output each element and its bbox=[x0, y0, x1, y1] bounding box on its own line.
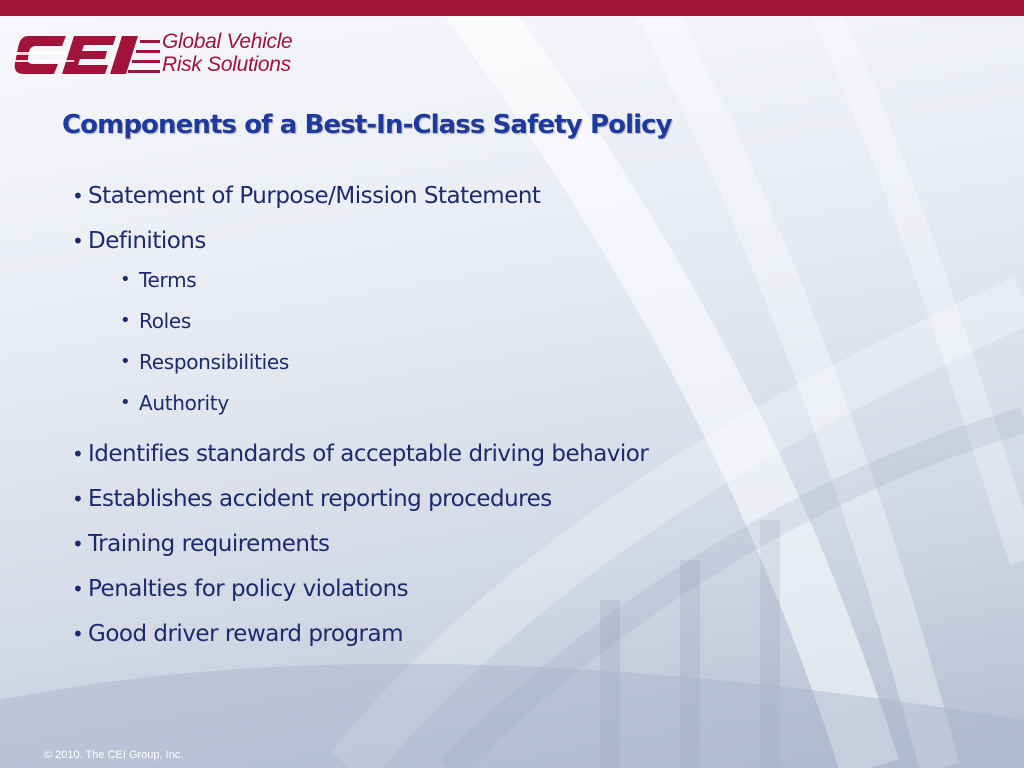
bullet-text: Statement of Purpose/Mission Statement bbox=[88, 183, 541, 209]
bullet-dot-icon: • bbox=[72, 577, 84, 601]
bullet-text: Establishes accident reporting procedures bbox=[88, 486, 552, 512]
bullet-text: Definitions bbox=[88, 228, 206, 254]
company-logo bbox=[14, 30, 334, 80]
bullet-item bbox=[70, 436, 648, 481]
top-accent-bar bbox=[0, 0, 1024, 16]
sub-bullet-item bbox=[120, 346, 648, 387]
sub-bullet-group bbox=[70, 264, 648, 428]
copyright-footer: © 2010. The CEI Group, Inc. bbox=[44, 749, 184, 761]
bullet-item bbox=[70, 571, 648, 616]
sub-bullet-item bbox=[120, 305, 648, 346]
sub-bullet-text: Roles bbox=[139, 309, 192, 333]
sub-bullet-item bbox=[120, 264, 648, 305]
bullet-text: Identifies standards of acceptable driving behavior bbox=[88, 441, 649, 467]
slide-title: Components of a Best-In-Class Safety Policy bbox=[62, 110, 672, 140]
sub-bullet-dot-icon: • bbox=[120, 392, 131, 413]
bullet-text: Good driver reward program bbox=[88, 621, 403, 647]
sub-bullet-item bbox=[120, 387, 648, 428]
sub-bullet-text: Terms bbox=[139, 268, 197, 292]
logo-tagline-line1: Global Vehicle bbox=[162, 30, 293, 53]
logo-tagline-line2: Risk Solutions bbox=[162, 53, 291, 76]
sub-bullet-text: Responsibilities bbox=[139, 350, 289, 374]
bullet-list bbox=[70, 178, 648, 661]
bullet-item bbox=[70, 223, 648, 268]
bullet-dot-icon: • bbox=[72, 532, 84, 556]
bullet-item bbox=[70, 481, 648, 526]
sub-bullet-list bbox=[120, 264, 648, 428]
sub-bullet-dot-icon: • bbox=[120, 351, 131, 372]
bullet-item bbox=[70, 616, 648, 661]
bullet-dot-icon: • bbox=[72, 622, 84, 646]
bullet-dot-icon: • bbox=[72, 184, 84, 208]
bullet-dot-icon: • bbox=[72, 229, 84, 253]
bullet-item bbox=[70, 178, 648, 223]
sub-bullet-dot-icon: • bbox=[120, 310, 131, 331]
bullet-dot-icon: • bbox=[72, 487, 84, 511]
cei-logo-mark bbox=[14, 34, 160, 78]
bullet-text: Training requirements bbox=[88, 531, 330, 557]
sub-bullet-dot-icon: • bbox=[120, 269, 131, 290]
bullet-text: Penalties for policy violations bbox=[88, 576, 409, 602]
sub-bullet-text: Authority bbox=[139, 391, 229, 415]
bullet-item bbox=[70, 526, 648, 571]
bullet-dot-icon: • bbox=[72, 442, 84, 466]
